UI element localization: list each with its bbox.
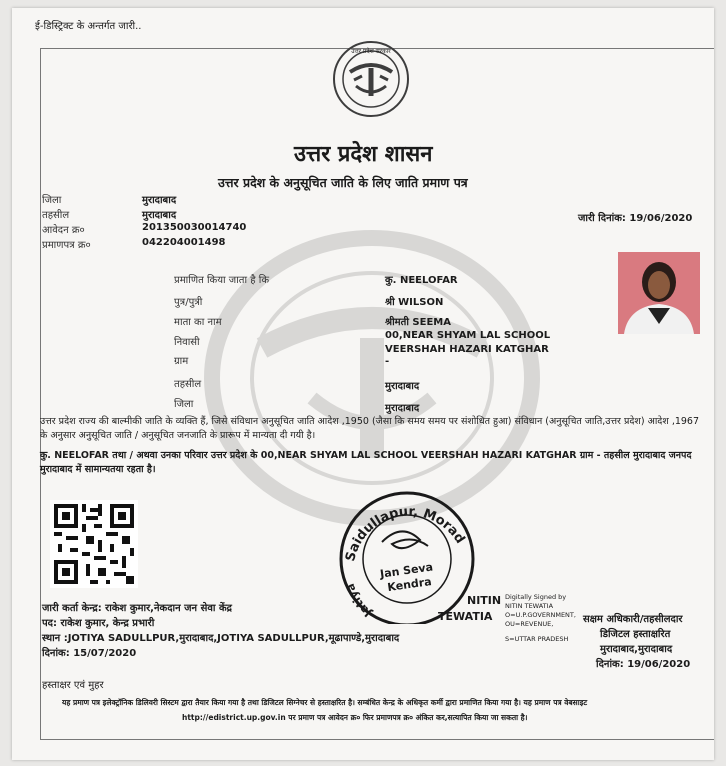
stamp-center-1: Jan Seva [379, 560, 434, 581]
stamp-signature-scribble [382, 531, 428, 548]
digital-sign-line-2: NITIN TEWATIA [505, 602, 554, 610]
issue-date: जारी दिनांक: 19/06/2020 [578, 213, 693, 224]
district-label: जिला [174, 399, 194, 410]
digital-sign-line-1: Digitally Signed by [505, 593, 567, 601]
district-value: मुरादाबाद [385, 403, 420, 414]
meta-application-label: आवेदन क्र० [42, 225, 85, 236]
e-district-note: ई-डिस्ट्रिक्ट के अन्तर्गत जारी.. [35, 21, 142, 32]
footer-line-2[interactable]: http://edistrict.up.gov.in पर प्रमाण पत्र आवेदन क्र० फिर प्रमाणपत्र क्र० अंकित कर,सत्यापित किया जा सकता है। [182, 713, 528, 722]
mother-value: श्रीमती SEEMA [385, 317, 451, 328]
qr-code[interactable] [50, 500, 138, 588]
tehsil-label: तहसील [174, 379, 202, 390]
officer-title: सक्षम अधिकारी/तहसीलदार [583, 614, 683, 625]
tehsil-value: मुरादाबाद [385, 381, 420, 392]
digital-sign-line-5: S=UTTAR PRADESH [505, 635, 569, 643]
village-value: - [385, 356, 390, 367]
signature-seal-label: हस्ताक्षर एवं मुहर [42, 680, 104, 691]
residence-statement: कु. NEELOFAR तथा / अथवा उनका परिवार उत्तर प्रदेश के 00,NEAR SHYAM LAL SCHOOL VEERSHAH HAZARI KATGHAR ग्राम - तहसील मुरादाबाद जनपद मुरादाबाद में सामान्यतया रहता है। [40, 450, 692, 475]
emblem-caption: उत्तर प्रदेश सरकार [351, 48, 391, 55]
resident-label: निवासी [174, 337, 200, 348]
certificate-paper [12, 8, 714, 760]
digital-sign-line-3: O=U.P.GOVERNMENT, [505, 611, 576, 619]
meta-certificate-value: 042204001498 [142, 237, 226, 248]
applicant-photo [618, 252, 700, 334]
issuer-center: जारी कर्ता केन्द्र: राकेश कुमार,नेकदान जन सेवा केंद्र [42, 603, 232, 614]
meta-district-value: मुरादाबाद [142, 195, 177, 206]
meta-tehsil-value: मुरादाबाद [142, 210, 177, 221]
resident-line-1: 00,NEAR SHYAM LAL SCHOOL [385, 330, 551, 341]
officer-district: मुरादाबाद,मुरादाबाद [600, 644, 673, 655]
digital-sign-line-4: OU=REVENUE, [505, 620, 554, 628]
jan-seva-kendra-stamp [332, 484, 482, 624]
stamp-left-text: Jatiya [343, 581, 374, 620]
issuer-place: स्थान :JOTIYA SADULLPUR,मुरादाबाद,JOTIYA SADULLPUR,मूढापाण्डे,मुरादाबाद [42, 633, 400, 644]
footer-line-1: यह प्रमाण पत्र इलेक्ट्रॉनिक डिलिवरी सिस्टम द्वारा तैयार किया गया है तथा डिजिटल सिग्नेचर से हस्ताक्षरित है। सम्बंधित केन्द्र के अधिकृत कर्मी द्वारा प्रमाणित किया गया है। यह प्रमाण पत्र वेबसाइट [62, 698, 588, 707]
government-title: उत्तर प्रदेश शासन [294, 141, 433, 167]
village-label: ग्राम [174, 356, 189, 367]
caste-statement: उत्तर प्रदेश राज्य की बाल्मीकी जाति के व्यक्ति हैं, जिसे संविधान अनुसूचित जाति आदेश ,1950 (जैसा कि समय समय पर संशोधित हुआ) संविधान (अनुसूचित जाति,उत्तर प्रदेश) आदेश ,1967 के अनुसार अनुसूचित जाति / अनुसूचित जनजाति के प्रारूप में मान्यता दी गयी है। [40, 416, 700, 441]
issuer-post: पद: राकेश कुमार, केन्द्र प्रभारी [42, 618, 155, 629]
digital-signature-label: डिजिटल हस्ताक्षरित [600, 629, 671, 640]
certify-value: कु. NEELOFAR [385, 275, 458, 286]
meta-tehsil-label: तहसील [42, 210, 70, 221]
signer-name-2: TEWATIA [438, 610, 493, 623]
mother-label: माता का नाम [174, 317, 222, 328]
father-value: श्री WILSON [385, 297, 444, 308]
resident-line-2: VEERSHAH HAZARI KATGHAR [385, 344, 549, 355]
signature-date: दिनांक: 19/06/2020 [596, 659, 691, 670]
meta-certificate-label: प्रमाणपत्र क्र० [42, 240, 91, 251]
father-label: पुत्र/पुत्री [174, 297, 203, 308]
stamp-arc-text: Saidullapur, Morad [343, 504, 468, 564]
certificate-title: उत्तर प्रदेश के अनुसूचित जाति के लिए जाति प्रमाण पत्र [218, 175, 468, 190]
meta-district-label: जिला [42, 195, 62, 206]
meta-application-value: 201350030014740 [142, 222, 247, 233]
certify-label: प्रमाणित किया जाता है कि [174, 275, 270, 286]
stamp-center-2: Kendra [386, 575, 433, 595]
signer-name-1: NITIN [467, 594, 502, 607]
issuer-date: दिनांक: 15/07/2020 [42, 648, 137, 659]
